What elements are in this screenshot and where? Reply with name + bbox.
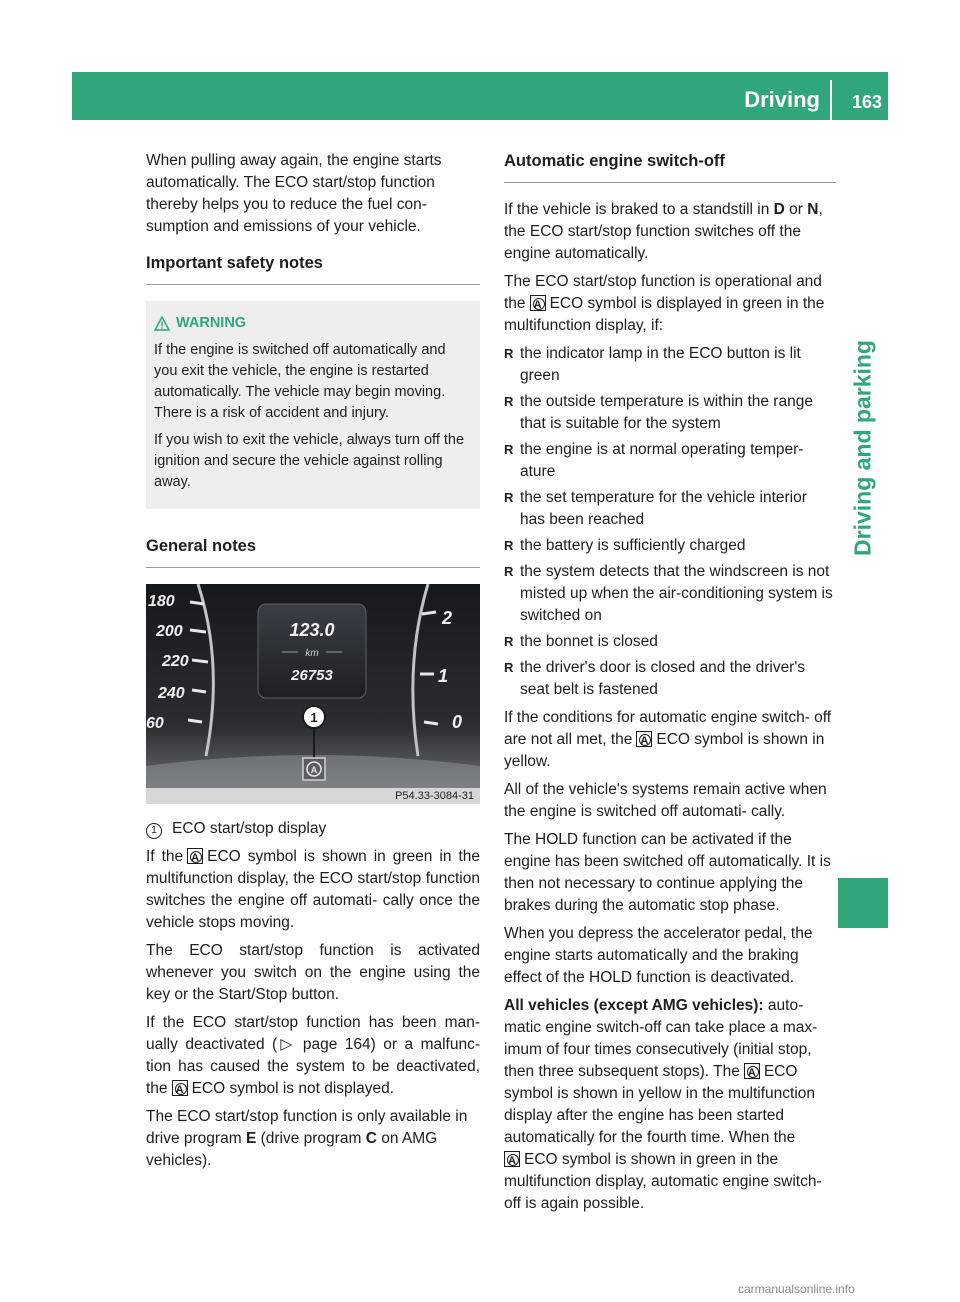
text-fragment: ECO symbol is shown in yellow. xyxy=(504,731,825,770)
list-item: R the outside temperature is within the range that is suitable for the system xyxy=(504,391,836,435)
display-trip-value: 123.0 xyxy=(289,620,335,640)
rpm-label-2: 2 xyxy=(442,608,453,628)
warning-paragraph-2: If you wish to exit the vehicle, always turn off the ignition and secure the vehicle against rolling away. xyxy=(154,432,465,490)
list-item: R the engine is at normal operating temper- ature xyxy=(504,439,836,483)
list-item: R the system detects that the windscreen is not misted up when the air-conditioning system is switched on xyxy=(504,561,836,627)
display-unit: km xyxy=(305,648,319,659)
instrument-cluster-illustration xyxy=(146,584,480,804)
gauge-label-240: 240 xyxy=(158,685,185,702)
instrument-cluster-figure xyxy=(146,584,480,804)
left-column xyxy=(146,150,480,1178)
paragraph-drive-program xyxy=(146,1106,480,1172)
paragraph-activated: The ECO start/stop function is activated whenever you switch on the engine using the key or the Start/Stop button. xyxy=(146,942,480,1003)
svg-text:A: A xyxy=(310,765,318,775)
bold-lead: All vehicles (except AMG vehicles): xyxy=(504,997,764,1014)
gauge-label-220: 220 xyxy=(162,653,189,670)
side-tab xyxy=(838,148,888,748)
eco-symbol-icon xyxy=(504,1151,520,1167)
gauge-label-180: 180 xyxy=(148,593,175,610)
text-fragment: The ECO start/stop function is operational and the xyxy=(504,273,822,312)
paragraph-hold-function: The HOLD function can be activated if the engine has been switched off automatically. It is then not necessary to continue applying the brakes during the automatic stop phase. xyxy=(504,831,831,914)
right-column xyxy=(504,150,836,1221)
eco-symbol-icon xyxy=(744,1063,760,1079)
drive-program-e: E xyxy=(245,1130,257,1147)
eco-symbol-icon xyxy=(530,295,546,311)
heading-important-safety-notes: Important safety notes xyxy=(146,252,480,285)
gauge-label-60: 60 xyxy=(146,715,164,732)
gear-n: N xyxy=(807,201,819,218)
drive-program-c: C xyxy=(365,1130,377,1147)
text-fragment: If the ECO start/stop function has been man- ually deactivated ( xyxy=(146,1014,480,1053)
warning-label: WARNING xyxy=(176,315,247,331)
list-item: R the set temperature for the vehicle interior has been reached xyxy=(504,487,836,531)
text-fragment: If the vehicle is braked to a standstill in xyxy=(504,201,774,218)
figure-callout-number: 1 xyxy=(310,710,318,725)
text-fragment: ECO symbol is not displayed. xyxy=(191,1080,395,1097)
heading-automatic-engine-switch-off: Automatic engine switch-off xyxy=(504,150,836,183)
conditions-list xyxy=(504,343,836,701)
warning-header xyxy=(154,313,472,334)
paragraph-max-stops xyxy=(504,995,836,1215)
page-reference-arrow-icon: ▷ xyxy=(277,1036,296,1053)
gear-d: D xyxy=(773,201,785,218)
text-fragment: (drive program xyxy=(256,1130,366,1147)
paragraph-eco-green xyxy=(146,846,480,934)
text-fragment: If the conditions for automatic engine switch- off are not all met, the xyxy=(504,709,832,748)
list-item: R the battery is sufficiently charged xyxy=(504,535,836,557)
text-fragment: page 164) or a malfunc- tion has caused the system to be deactivated, the xyxy=(146,1036,480,1097)
eco-symbol-icon xyxy=(636,731,652,747)
section-title: Driving xyxy=(744,87,820,112)
eco-symbol-icon xyxy=(187,848,203,864)
text-fragment: ECO symbol is displayed in green in the multifunction display, if: xyxy=(504,295,825,334)
list-item: R the indicator lamp in the ECO button is lit green xyxy=(504,343,836,387)
warning-triangle-icon xyxy=(154,316,170,332)
callout-number: 1 xyxy=(146,823,162,839)
side-thumb-square xyxy=(838,878,888,928)
paragraph-conditions-not-met xyxy=(504,707,836,773)
text-fragment: If the xyxy=(146,848,184,865)
text-fragment: , the ECO start/stop function switches off the engine automatically. xyxy=(504,201,823,262)
text-fragment: ECO symbol is shown in green in the multifunction display, the ECO start/stop function switches the engine off automati- cally once the vehicle stops moving. xyxy=(146,848,480,931)
callout-text: ECO start/stop display xyxy=(172,820,327,837)
paragraph-standstill xyxy=(504,199,836,265)
warning-paragraph-1: If the engine is switched off automatically and you exit the vehicle, the engine is restarted automatically. The vehicle may begin moving. There is a risk of accident and injury. xyxy=(154,342,446,421)
text-fragment: or xyxy=(784,201,808,218)
callout-legend xyxy=(146,818,480,840)
display-odometer-value: 26753 xyxy=(291,667,333,684)
rpm-label-0: 0 xyxy=(452,712,463,732)
header-bar xyxy=(72,72,888,120)
footer-watermark: carmanualsonline.info xyxy=(738,1282,855,1296)
header-divider xyxy=(830,80,832,120)
text-fragment: ECO symbol is shown in yellow in the multifunction display after the engine has been started automatically for the fourth time. When the xyxy=(504,1063,815,1146)
paragraph-operational xyxy=(504,271,836,337)
figure-code: P54.33-3084-31 xyxy=(146,788,480,804)
text-fragment: ECO symbol is shown in green in the multifunction display, automatic engine switch-off is again possible. xyxy=(504,1151,822,1212)
text-fragment: on AMG vehicles). xyxy=(146,1130,438,1169)
gauge-label-200: 200 xyxy=(156,623,183,640)
eco-symbol-icon xyxy=(172,1080,188,1096)
page-number: 163 xyxy=(851,92,882,112)
text-fragment: auto- matic engine switch-off can take place a max- imum of four times consecutively (initial stop, then three subsequent stops). The xyxy=(504,997,818,1080)
side-tab-label: Driving and parking xyxy=(849,340,876,556)
rpm-label-1: 1 xyxy=(438,666,449,686)
paragraph-deactivated xyxy=(146,1012,480,1100)
intro-paragraph: When pulling away again, the engine starts automatically. The ECO start/stop function thereby helps you to reduce the fuel con- sumption and emissions of your vehicle. xyxy=(146,152,442,235)
text-fragment: The ECO start/stop function is only available in drive program xyxy=(146,1108,468,1147)
eco-symbol-icon xyxy=(303,758,325,780)
list-item: R the driver's door is closed and the driver's seat belt is fastened xyxy=(504,657,836,701)
heading-general-notes: General notes xyxy=(146,535,480,568)
paragraph-systems-active: All of the vehicle's systems remain active when the engine is switched off automati- cally. xyxy=(504,781,827,820)
paragraph-accelerator: When you depress the accelerator pedal, the engine starts automatically and the braking effect of the HOLD function is deactivated. xyxy=(504,925,813,986)
list-item: R the bonnet is closed xyxy=(504,631,836,653)
warning-box xyxy=(146,301,480,509)
